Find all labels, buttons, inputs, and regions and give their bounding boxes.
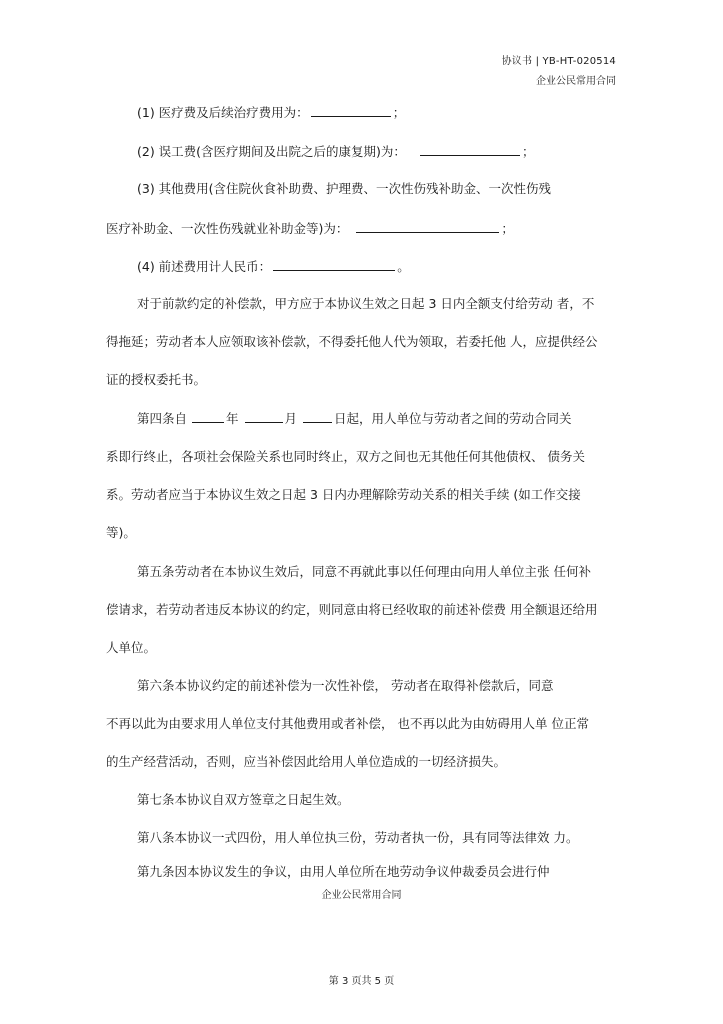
item-3-line2	[106, 220, 514, 237]
article-5-line-1: 第五条劳动者在本协议生效后，同意不再就此事以任何理由向用人单位主张 任何补	[137, 564, 591, 579]
article-4-line-3: 系。劳动者应当于本协议生效之日起 3 日内办理解除劳动关系的相关手续 (如工作交接	[106, 487, 581, 502]
header-subtitle: 企业公民常用合同	[536, 76, 616, 87]
item-2-text: (2) 误工费(含医疗期间及出院之后的康复期)为：	[137, 144, 406, 159]
header-doc-code: 协议书 | YB-HT-020514	[501, 56, 616, 67]
item-2-end: ；	[521, 144, 535, 159]
item-1-blank	[311, 104, 391, 117]
article-4-day-blank	[303, 410, 332, 423]
article-5-line-3: 人单位。	[106, 640, 157, 655]
item-4-blank	[273, 258, 395, 271]
article-8: 第八条本协议一式四份，用人单位执三份，劳动者执一份，具有同等法律效 力。	[137, 830, 579, 845]
article-4-line-1	[137, 410, 572, 427]
article-4-month-blank	[245, 410, 283, 423]
article-7: 第七条本协议自双方签章之日起生效。	[137, 792, 350, 807]
payment-line-1: 对于前款约定的补偿款，甲方应于本协议生效之日起 3 日内全额支付给劳动 者，不	[137, 296, 595, 311]
payment-line-2: 得拖延；劳动者本人应领取该补偿款，不得委托他人代为领取，若委托他 人，应提供经公	[106, 334, 598, 349]
item-1-text: (1) 医疗费及后续治疗费用为：	[137, 105, 309, 120]
item-3-blank	[356, 220, 499, 233]
item-1	[137, 104, 405, 121]
item-2	[137, 143, 534, 160]
item-2-blank	[420, 143, 520, 156]
footer-subtitle: 企业公民常用合同	[321, 890, 402, 901]
item-3-line1: (3) 其他费用(含住院伙食补助费、护理费、一次性伤残补助金、一次性伤残	[137, 181, 552, 196]
page-number: 第 3 页共 5 页	[328, 976, 395, 987]
item-3-end: ；	[501, 221, 514, 236]
item-4-end: 。	[397, 259, 410, 274]
article-6-line-1: 第六条本协议约定的前述补偿为一次性补偿， 劳动者在取得补偿款后，同意	[137, 678, 554, 693]
item-1-end: ；	[392, 105, 406, 120]
article-4-line-2: 系即行终止，各项社会保险关系也同时终止，双方之间也无其他任何其他债权、 债务关	[106, 449, 585, 464]
article-4-year: 年	[226, 411, 239, 426]
article-4-day-suffix: 日起，用人单位与劳动者之间的劳动合同关	[334, 411, 572, 426]
article-4-line-4: 等)。	[106, 525, 136, 540]
article-6-line-3: 的生产经营活动，否则，应当补偿因此给用人单位造成的一切经济损失。	[106, 754, 507, 769]
article-4-prefix: 第四条自	[137, 411, 188, 426]
article-4-month: 月	[284, 411, 298, 426]
item-4	[137, 258, 410, 275]
item-3-text: 医疗补助金、一次性伤残就业补助金等)为：	[106, 221, 349, 236]
item-4-text: (4) 前述费用计人民币：	[137, 259, 272, 274]
article-6-line-2: 不再以此为由要求用人单位支付其他费用或者补偿， 也不再以此为由妨碍用人单 位正常	[106, 716, 589, 731]
article-4-year-blank	[192, 410, 224, 423]
article-9: 第九条因本协议发生的争议，由用人单位所在地劳动争议仲裁委员会进行仲	[137, 864, 550, 879]
payment-line-3: 证的授权委托书。	[106, 372, 207, 387]
article-5-line-2: 偿请求，若劳动者违反本协议的约定，则同意由将已经收取的前述补偿费 用全额退还给用	[106, 602, 598, 617]
